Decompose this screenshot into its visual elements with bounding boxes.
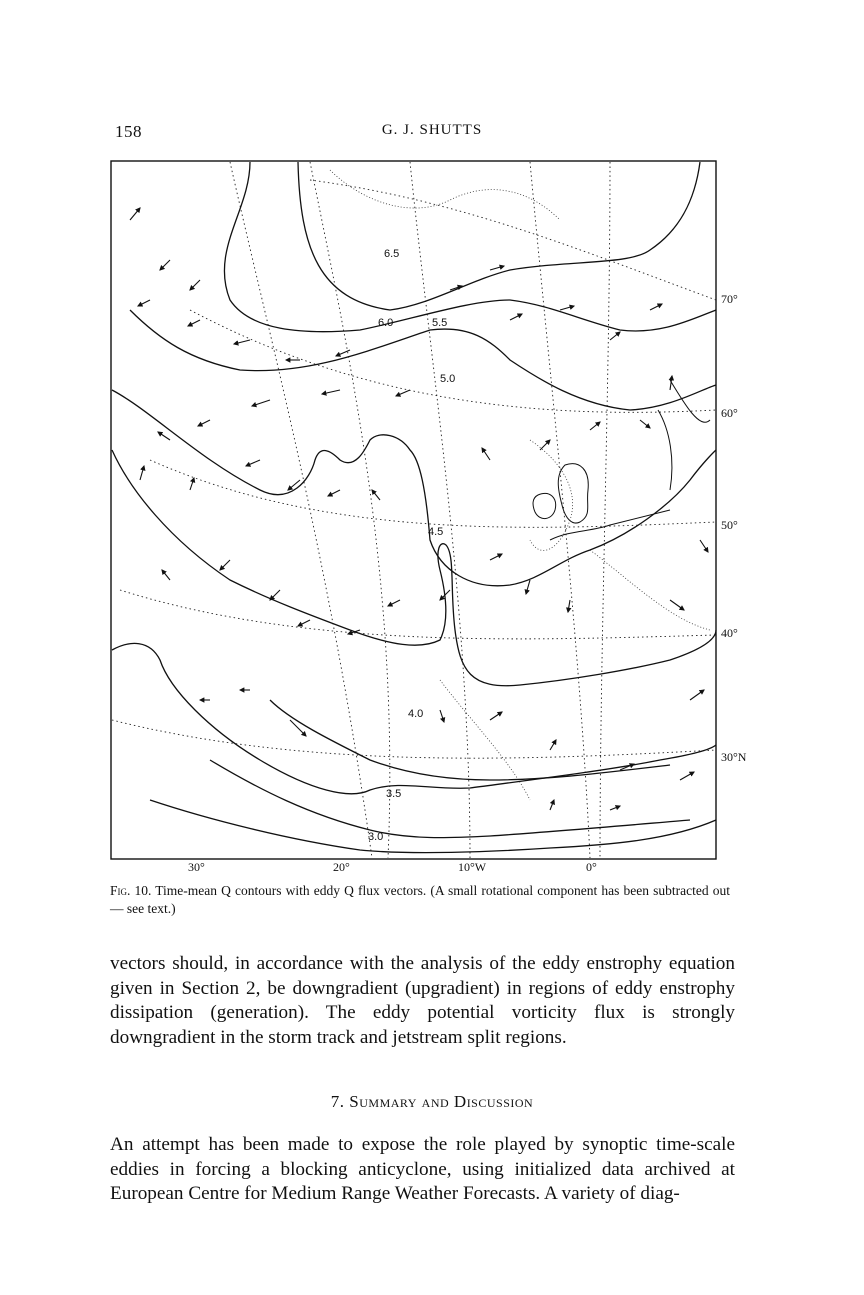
body-paragraph-2: An attempt has been made to expose the role played by synoptic time-scale eddies in forcing a blocking anticyclone, using initialized data archived at European Centre for Medium Range Weather Forecasts. A variety of diag- <box>110 1134 735 1204</box>
lat-label-70: 70° <box>721 292 738 306</box>
figure-caption <box>110 882 730 918</box>
map-frame <box>111 161 716 859</box>
contour-label-5-0: 5.0 <box>440 373 456 385</box>
lon-label-0: 0° <box>586 860 597 874</box>
page-number: 158 <box>115 122 142 141</box>
section-number: 7. <box>330 1092 345 1111</box>
contour-label-3-0: 3.0 <box>368 831 384 843</box>
lat-label-40: 40° <box>721 626 738 640</box>
lat-label-30n: 30°N <box>721 750 747 764</box>
contour-label-6-5: 6.5 <box>384 248 400 260</box>
contour-label-4-0: 4.0 <box>408 708 424 720</box>
contour-label-5-5: 5.5 <box>432 317 448 329</box>
lon-label-20: 20° <box>333 860 350 874</box>
lat-label-60: 60° <box>721 406 738 420</box>
figure-10-map <box>110 160 725 862</box>
lon-label-10w: 10°W <box>458 860 487 874</box>
body-paragraph-1: vectors should, in accordance with the analysis of the eddy enstrophy equation given in Section 2, be downgradient (upgradient) in regions of eddy enstrophy dissipation (generation). The eddy potential vorticity flux is strongly downgradient in the storm track and jetstream split regions. <box>110 953 735 1048</box>
section-heading <box>0 1092 864 1112</box>
contour-label-6-0: 6.0 <box>378 317 394 329</box>
caption-text: Time-mean Q contours with eddy Q flux vectors. (A small rotational component has been subtracted out — see text.) <box>110 883 730 916</box>
lon-label-30: 30° <box>188 860 205 874</box>
running-head: G. J. SHUTTS <box>381 122 483 138</box>
lat-label-50: 50° <box>721 518 738 532</box>
section-title: Summary and Discussion <box>349 1092 534 1111</box>
caption-label: Fig. 10. <box>110 883 152 898</box>
contour-label-4-5: 4.5 <box>428 526 444 538</box>
contour-label-3-5: 3.5 <box>386 788 402 800</box>
